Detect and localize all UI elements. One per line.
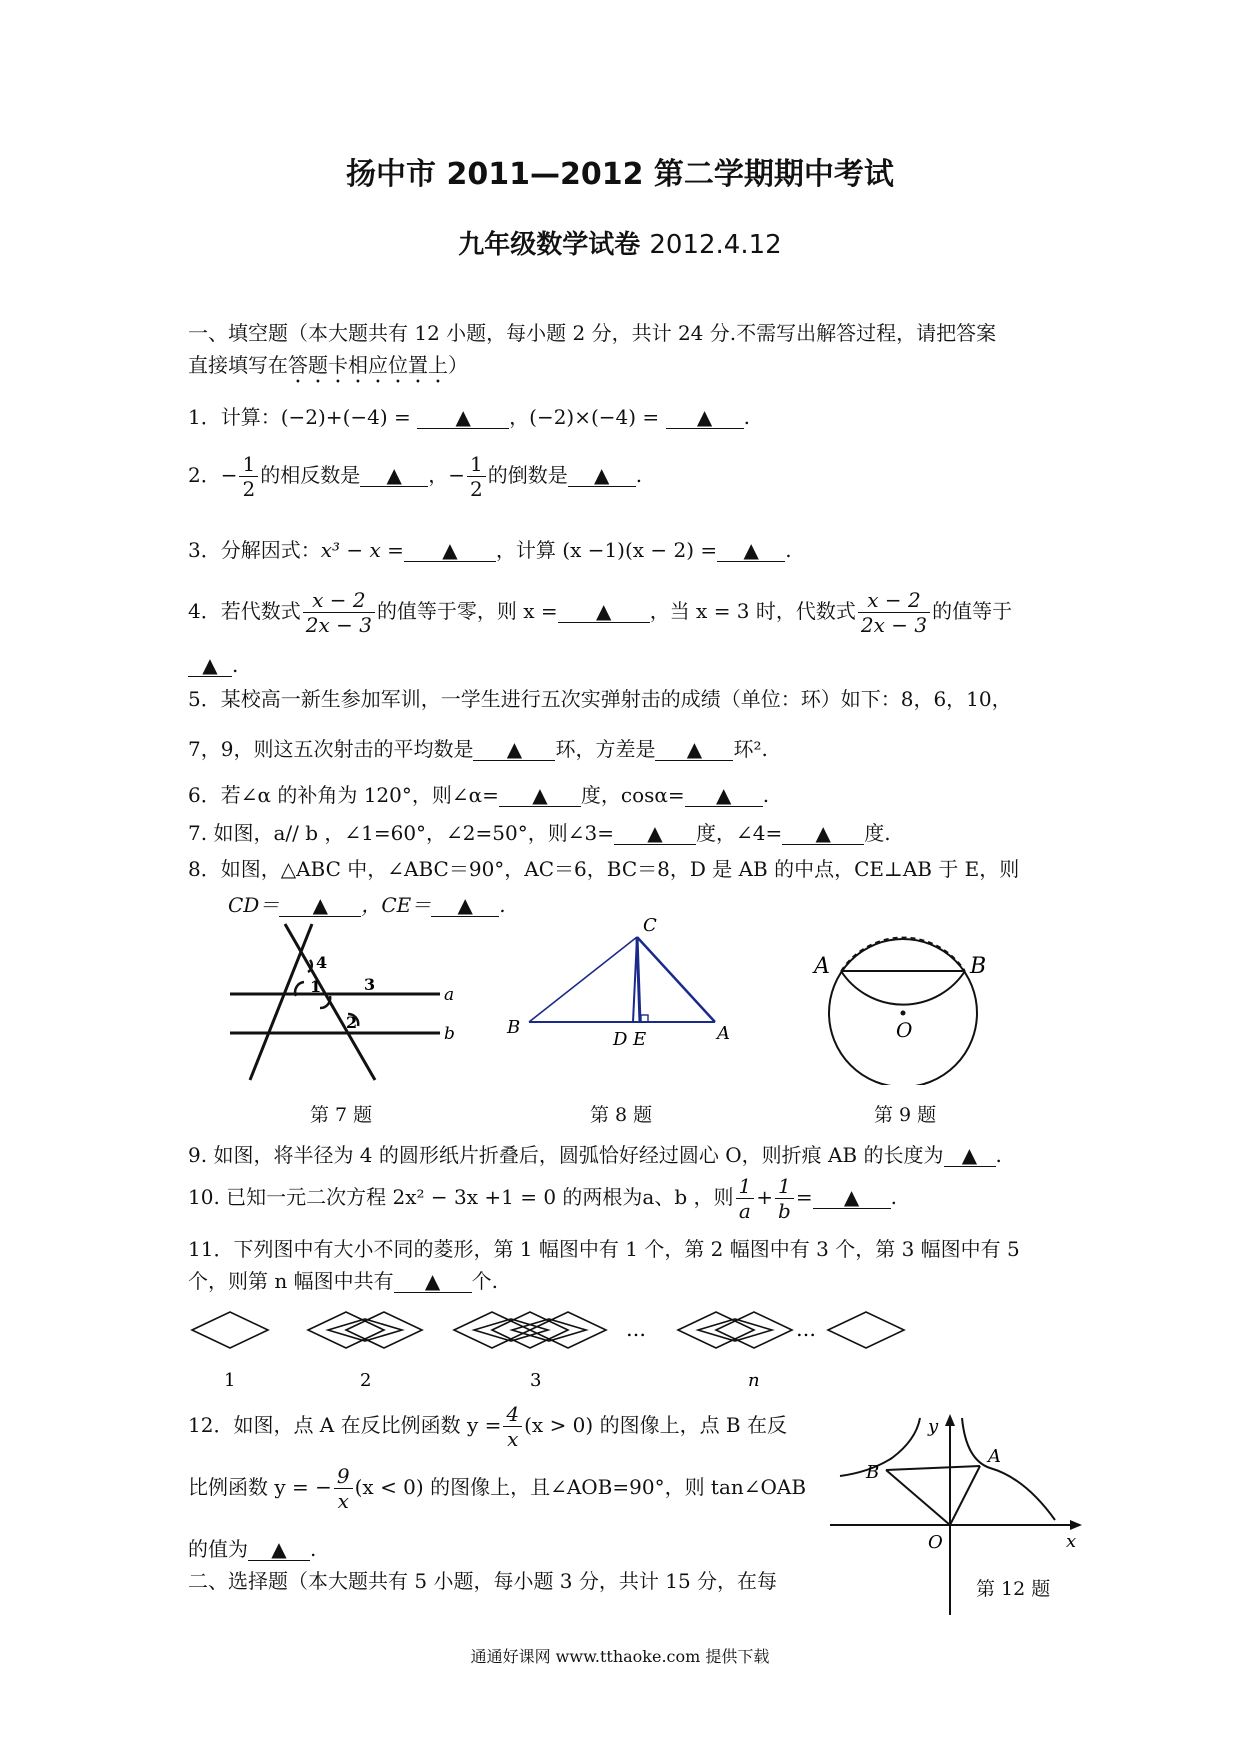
q2-end: . xyxy=(635,463,643,487)
denominator: a xyxy=(738,1199,751,1223)
figure-11-rhombus-sequence xyxy=(188,1306,928,1396)
fig11-ellipsis: … xyxy=(796,1317,816,1341)
answer-blank: ▲ xyxy=(614,822,696,845)
question-12-end xyxy=(188,1536,316,1562)
q12-text-e: 的值为 xyxy=(188,1537,248,1561)
section1-heading-line2 xyxy=(188,352,468,388)
answer-blank: ▲ xyxy=(394,1270,472,1293)
answer-blank: ▲ xyxy=(360,464,428,487)
q8-text-a: CD＝ xyxy=(228,893,280,917)
answer-blank: ▲ xyxy=(473,738,555,761)
answer-blank: ▲ xyxy=(944,1144,996,1167)
fig7-label-1: 1 xyxy=(310,977,322,996)
fig7-label-4: 4 xyxy=(316,953,328,972)
question-2 xyxy=(188,452,642,501)
question-12-cont xyxy=(188,1464,806,1513)
numerator: x − 2 xyxy=(303,588,375,613)
q10-end: . xyxy=(890,1185,897,1209)
figure-7-parallel-lines xyxy=(230,920,470,1090)
q12-text-d: (x < 0) 的图像上，且∠AOB=90°，则 tan∠OAB xyxy=(354,1475,807,1499)
q1-end: . xyxy=(743,405,750,429)
exam-date: 2012.4.12 xyxy=(649,230,782,260)
fig7-label-b: b xyxy=(444,1024,455,1044)
figure-9-caption: 第 9 题 xyxy=(874,1104,937,1126)
fig11-label-3: 3 xyxy=(530,1370,542,1391)
fraction xyxy=(858,588,930,637)
answer-blank: ▲ xyxy=(248,1538,310,1561)
fig7-label-a: a xyxy=(444,985,455,1005)
q3-end: . xyxy=(785,538,792,562)
q3-text-a: 3．分解因式： xyxy=(188,538,321,562)
q6-text-b: 度，cosα= xyxy=(580,783,685,807)
numerator: 1 xyxy=(775,1174,794,1199)
fraction xyxy=(334,1464,353,1513)
figure-7-caption: 第 7 题 xyxy=(310,1104,373,1126)
fig9-label-a: A xyxy=(814,954,830,979)
question-8: 8．如图，△ABC 中，∠ABC＝90°，AC＝6，BC＝8，D 是 AB 的中点，CE⊥AB 于 E，则 xyxy=(188,857,1020,881)
fraction xyxy=(303,588,375,637)
question-6 xyxy=(188,782,769,808)
fig11-label-2: 2 xyxy=(360,1370,372,1391)
question-4-cont xyxy=(188,652,238,678)
fig7-label-2: 2 xyxy=(346,1013,358,1032)
q5-end: 环². xyxy=(733,737,768,761)
q3-expr: x³ − x = xyxy=(320,538,404,562)
section1-close: ） xyxy=(448,353,468,377)
denominator: x xyxy=(337,1489,349,1513)
fig8-label-e: E xyxy=(633,1029,647,1050)
q12-text-a: 12．如图，点 A 在反比例函数 y = xyxy=(188,1413,502,1437)
plus-sign: + xyxy=(756,1185,773,1209)
question-5-cont xyxy=(188,736,768,762)
section1-text: 直接填写在 xyxy=(188,353,288,377)
q2-text-d: 的倒数是 xyxy=(487,463,568,487)
answer-blank: ▲ xyxy=(813,1186,891,1209)
numerator: 4 xyxy=(503,1402,522,1427)
exam-title: 扬中市 2011—2012 第二学期期中考试 xyxy=(346,157,894,192)
answer-blank: ▲ xyxy=(499,784,581,807)
answer-blank: ▲ xyxy=(431,894,499,917)
q4-text-c: ，当 x = 3 时，代数式 xyxy=(649,599,856,623)
answer-blank: ▲ xyxy=(568,464,636,487)
numerator: 1 xyxy=(467,452,486,477)
fig9-label-b: B xyxy=(970,954,987,979)
denominator: 2x − 3 xyxy=(860,613,928,637)
q11-text-a: 个，则第 n 幅图中共有 xyxy=(188,1269,394,1293)
answer-blank: ▲ xyxy=(404,539,496,562)
answer-blank: ▲ xyxy=(655,738,733,761)
q4-text-b: 的值等于零，则 x = xyxy=(376,599,558,623)
numerator: 1 xyxy=(239,452,258,477)
fig7-label-3: 3 xyxy=(364,975,376,994)
figure-8-caption: 第 8 题 xyxy=(590,1104,653,1126)
fig8-label-a: A xyxy=(717,1023,730,1044)
answer-blank: ▲ xyxy=(666,406,744,429)
question-4 xyxy=(188,588,1012,637)
fig8-label-b: B xyxy=(507,1017,521,1038)
denominator: x xyxy=(507,1427,519,1451)
q5-text-b: 环，方差是 xyxy=(555,737,656,761)
q12-text-b: (x > 0) 的图像上，点 B 在反 xyxy=(524,1413,787,1437)
q12-text-c: 比例函数 y = − xyxy=(188,1475,332,1499)
answer-blank: ▲ xyxy=(685,784,763,807)
fig11-label-n: n xyxy=(748,1370,760,1391)
fig12-label-x: x xyxy=(1066,1531,1077,1552)
section2-heading: 二、选择题（本大题共有 5 小题，每小题 3 分，共计 15 分，在每 xyxy=(188,1569,778,1593)
figure-8-triangle xyxy=(505,915,775,1055)
question-1 xyxy=(188,404,750,430)
fig11-ellipsis: … xyxy=(626,1317,646,1341)
fig8-label-d: D xyxy=(613,1029,628,1050)
exam-subtitle xyxy=(0,232,1240,258)
fig9-label-o: O xyxy=(896,1018,913,1042)
fig12-label-y: y xyxy=(928,1416,939,1437)
q4-text-a: 4．若代数式 xyxy=(188,599,301,623)
q6-text-a: 6．若∠α 的补角为 120°，则∠α= xyxy=(188,783,499,807)
question-8-cont xyxy=(228,892,506,918)
q7-text-a: 7. 如图，a// b ，∠1=60°，∠2=50°，则∠3= xyxy=(188,821,614,845)
q9-end: . xyxy=(995,1143,1002,1167)
fraction xyxy=(736,1174,755,1223)
question-11-cont xyxy=(188,1268,498,1294)
fraction xyxy=(503,1402,522,1451)
equals-sign: = xyxy=(795,1185,813,1209)
answer-blank: ▲ xyxy=(558,600,650,623)
question-5: 5．某校高一新生参加军训，一学生进行五次实弹射击的成绩（单位：环）如下：8，6，10， xyxy=(188,687,1012,711)
q8-text-b: ，CE＝ xyxy=(361,893,432,917)
fraction xyxy=(775,1174,794,1223)
q2-text-c: ，− xyxy=(428,463,465,487)
q11-end: 个. xyxy=(471,1269,498,1293)
answer-blank: ▲ xyxy=(782,822,864,845)
q1-text-a: 1．计算：(−2)+(−4) = xyxy=(188,405,411,429)
answer-blank: ▲ xyxy=(279,894,361,917)
figure-9-circle-fold xyxy=(810,925,1020,1085)
answer-blank: ▲ xyxy=(417,406,509,429)
q6-end: . xyxy=(762,783,770,807)
fraction xyxy=(467,452,486,501)
figure-12-inverse-proportion xyxy=(830,1410,1090,1620)
q4-end: . xyxy=(232,653,239,677)
denominator: 2x − 3 xyxy=(305,613,372,637)
q1-text-b: ，(−2)×(−4) = xyxy=(509,405,660,429)
denominator: b xyxy=(778,1199,791,1223)
question-3 xyxy=(188,537,792,563)
numerator: 1 xyxy=(736,1174,755,1199)
question-11: 11．下列图中有大小不同的菱形，第 1 幅图中有 1 个，第 2 幅图中有 3 个，第 3 幅图中有 5 xyxy=(188,1237,1020,1261)
q2-text-b: 的相反数是 xyxy=(260,463,361,487)
q7-text-b: 度，∠4= xyxy=(695,821,783,845)
numerator: x − 2 xyxy=(858,588,930,613)
fig12-label-a: A xyxy=(988,1446,1001,1467)
question-9 xyxy=(188,1142,1002,1168)
fig12-label-o: O xyxy=(928,1532,943,1553)
fraction xyxy=(239,452,258,501)
q9-text-a: 9. 如图，将半径为 4 的圆形纸片折叠后，圆弧恰好经过圆心 O，则折痕 AB 的长度为 xyxy=(188,1143,944,1167)
question-10 xyxy=(188,1174,897,1223)
q12-end: . xyxy=(310,1537,317,1561)
q5-text-a: 7，9，则这五次射击的平均数是 xyxy=(188,737,474,761)
answer-blank: ▲ xyxy=(717,539,785,562)
q7-end: 度. xyxy=(864,821,891,845)
section1-emphasis: 答题卡相应位置上 xyxy=(288,353,448,377)
q3-text-c: ，计算 (x −1)(x − 2) = xyxy=(495,538,718,562)
subtitle-text: 九年级数学试卷 xyxy=(458,230,641,260)
section1-heading: 一、填空题（本大题共有 12 小题，每小题 2 分，共计 24 分.不需写出解答过程，请把答案 xyxy=(188,321,997,345)
figure-12-caption: 第 12 题 xyxy=(976,1578,1051,1600)
denominator: 2 xyxy=(469,477,483,501)
fig8-label-c: C xyxy=(643,915,657,936)
fig12-label-b: B xyxy=(866,1462,880,1483)
question-12 xyxy=(188,1402,787,1451)
fig11-label-1: 1 xyxy=(224,1370,236,1391)
q8-end: . xyxy=(499,893,506,917)
q4-text-d: 的值等于 xyxy=(932,599,1013,623)
denominator: 2 xyxy=(242,477,256,501)
answer-blank: ▲ xyxy=(188,654,232,677)
page-footer: 通通好课网 www.tthaoke.com 提供下载 xyxy=(470,1647,770,1666)
q10-text-a: 10. 已知一元二次方程 2x² − 3x +1 = 0 的两根为a、b ，则 xyxy=(188,1185,734,1209)
q2-text-a: 2．− xyxy=(188,463,238,487)
numerator: 9 xyxy=(334,1464,353,1489)
question-7 xyxy=(188,820,891,846)
